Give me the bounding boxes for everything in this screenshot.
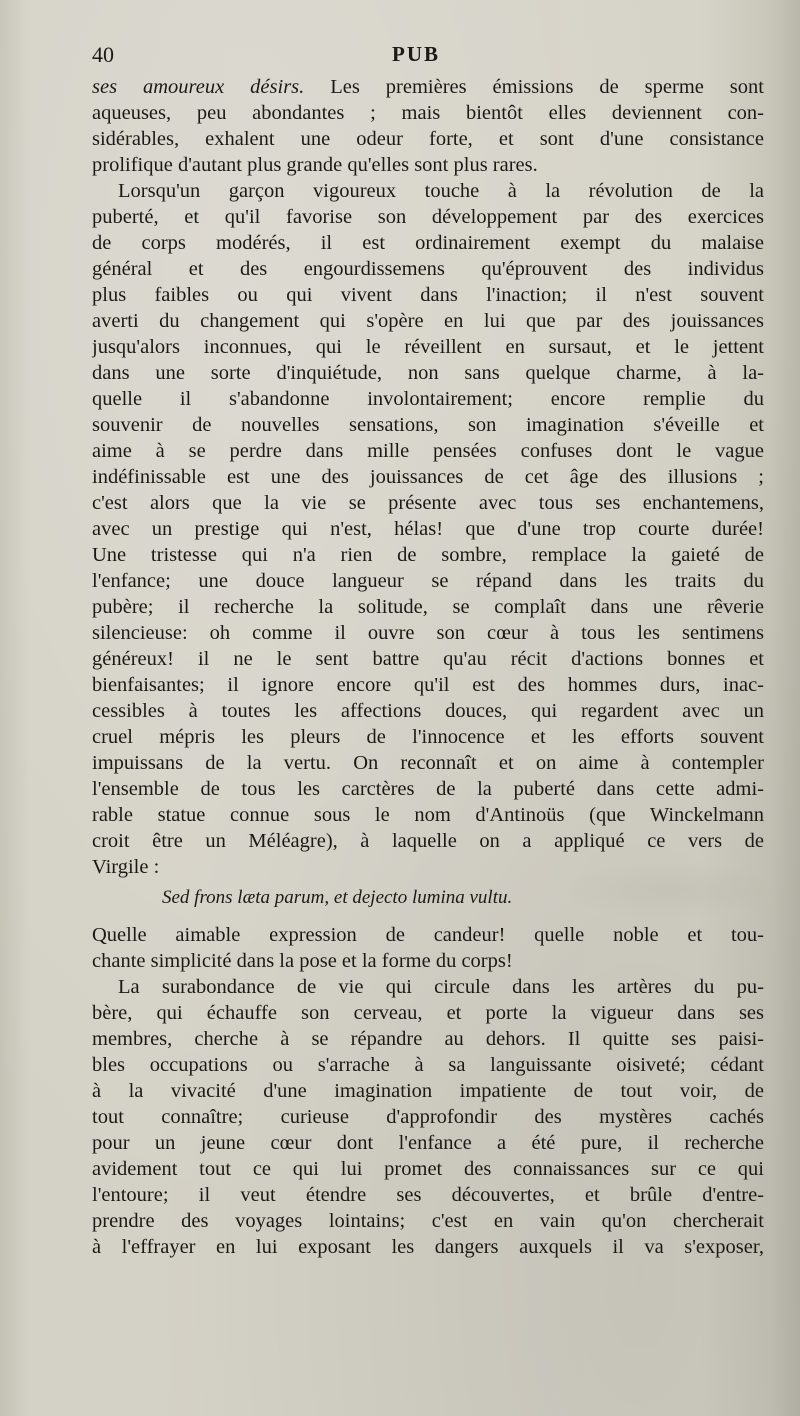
- text-line: souvenir de nouvelles sensations, son imagination s'éveille et: [92, 414, 764, 436]
- page-number: 40: [92, 42, 114, 67]
- text-line: [92, 74, 764, 100]
- text-line: à l'effrayer en lui exposant les dangers auxquels il va s'exposer,: [92, 1236, 764, 1258]
- text-line: bère, qui échauffe son cerveau, et porte la vigueur dans ses: [92, 1002, 764, 1024]
- text-line: l'enfance; une douce langueur se répand dans les traits du: [92, 570, 764, 592]
- text-line: c'est alors que la vie se présente avec tous ses enchantemens,: [92, 492, 764, 514]
- text-line: bienfaisantes; il ignore encore qu'il est des hommes durs, inac-: [92, 674, 764, 696]
- text-line: chante simplicité dans la pose et la forme du corps!: [92, 950, 513, 972]
- text-line: généreux! il ne le sent battre qu'au récit d'actions bonnes et: [92, 648, 764, 670]
- text-line: bles occupations ou s'arrache à sa languissante oisiveté; cédant: [92, 1054, 764, 1076]
- text-line: aqueuses, peu abondantes ; mais bientôt elles deviennent con-: [92, 102, 764, 124]
- text-line: prendre des voyages lointains; c'est en vain qu'on chercherait: [92, 1210, 764, 1232]
- text-line: tout connaître; curieuse d'approfondir des mystères cachés: [92, 1106, 764, 1128]
- text-line: avidement tout ce qui lui promet des connaissances sur ce qui: [92, 1158, 764, 1180]
- text-line: sidérables, exhalent une odeur forte, et sont d'une consistance: [92, 128, 764, 150]
- line-text: Les premières émissions de sperme sont: [304, 76, 764, 98]
- text-line: puberté, et qu'il favorise son développement par des exercices: [92, 206, 764, 228]
- text-line: l'ensemble de tous les carctères de la puberté dans cette admi-: [92, 778, 764, 800]
- text-line: La surabondance de vie qui circule dans les artères du pu-: [118, 976, 764, 998]
- text-line: pour un jeune cœur dont l'enfance a été pure, il recherche: [92, 1132, 764, 1154]
- text-line: Une tristesse qui n'a rien de sombre, remplace la gaieté de: [92, 544, 764, 566]
- body-text: [92, 74, 764, 1260]
- text-line: cruel mépris les pleurs de l'innocence et les efforts souvent: [92, 726, 764, 748]
- italic-phrase: ses amoureux désirs.: [92, 76, 305, 98]
- text-line: l'entoure; il veut étendre ses découvertes, et brûle d'entre-: [92, 1184, 764, 1206]
- text-line: pubère; il recherche la solitude, se complaît dans une rêverie: [92, 596, 764, 618]
- text-line: averti du changement qui s'opère en lui que par des jouissances: [92, 310, 764, 332]
- text-line: à la vivacité d'une imagination impatiente de tout voir, de: [92, 1080, 764, 1102]
- page-header: [92, 42, 760, 70]
- text-line: jusqu'alors inconnues, qui le réveillent en sursaut, et le jettent: [92, 336, 764, 358]
- text-line: prolifique d'autant plus grande qu'elles sont plus rares.: [92, 154, 538, 176]
- text-line: dans une sorte d'inquiétude, non sans quelque charme, à la-: [92, 362, 764, 384]
- running-head: PUB: [392, 42, 440, 66]
- text-line: général et des engourdissemens qu'éprouvent des individus: [92, 258, 764, 280]
- text-line: cessibles à toutes les affections douces, qui regardent avec un: [92, 700, 764, 722]
- text-line: quelle il s'abandonne involontairement; encore remplie du: [92, 388, 764, 410]
- text-line: rable statue connue sous le nom d'Antinoüs (que Winckelmann: [92, 804, 764, 826]
- text-line: membres, cherche à se répandre au dehors. Il quitte ses paisi-: [92, 1028, 764, 1050]
- text-line: croit être un Méléagre), à laquelle on a appliqué ce vers de: [92, 830, 764, 852]
- text-line: silencieuse: oh comme il ouvre son cœur à tous les sentimens: [92, 622, 764, 644]
- text-line: Virgile :: [92, 856, 160, 878]
- text-line: impuissans de la vertu. On reconnaît et on aime à contempler: [92, 752, 764, 774]
- text-line: avec un prestige qui n'est, hélas! que d'une trop courte durée!: [92, 518, 764, 540]
- text-line: Quelle aimable expression de candeur! quelle noble et tou-: [92, 924, 764, 946]
- text-line: Lorsqu'un garçon vigoureux touche à la révolution de la: [118, 180, 764, 202]
- text-line: plus faibles ou qui vivent dans l'inaction; il n'est souvent: [92, 284, 764, 306]
- text-line: aime à se perdre dans mille pensées confuses dont le vague: [92, 440, 764, 462]
- text-line: indéfinissable est une des jouissances de cet âge des illusions ;: [92, 466, 764, 488]
- verse-quotation: Sed frons læta parum, et dejecto lumina vultu.: [162, 887, 513, 908]
- text-line: de corps modérés, il est ordinairement exempt du malaise: [92, 232, 764, 254]
